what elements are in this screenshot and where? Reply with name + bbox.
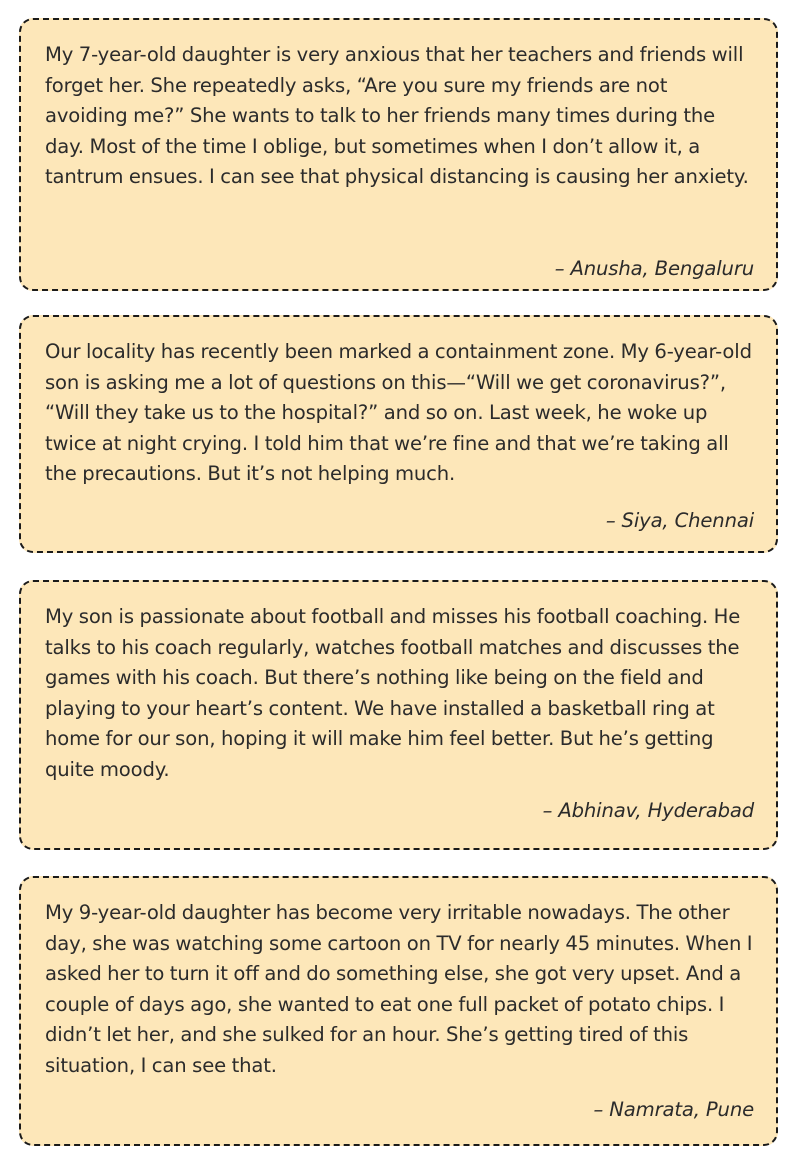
- testimonial-card: [19, 18, 778, 291]
- testimonial-card: [19, 580, 778, 850]
- testimonial-author: – Abhinav, Hyderabad: [542, 799, 754, 822]
- testimonial-author: – Siya, Chennai: [605, 509, 754, 532]
- testimonial-author: – Namrata, Pune: [593, 1098, 754, 1121]
- testimonial-text: My 9-year-old daughter has become very irritable nowadays. The other day, she was watching some cartoon on TV for nearly 45 minutes. When I asked her to turn it off and do something else, she got very upset. And a couple of days ago, she wanted to eat one full packet of potato chips. I didn’t let her, and she sulked for an hour. She’s getting tired of this situation, I can see that.: [45, 901, 753, 1077]
- testimonial-author: – Anusha, Bengaluru: [554, 257, 754, 280]
- testimonial-card: [19, 315, 778, 553]
- testimonial-card: [19, 876, 778, 1146]
- testimonial-text: Our locality has recently been marked a containment zone. My 6-year-old son is asking me a lot of questions on this—“Will we get coronavirus?”, “Will they take us to the hospital?” and so on. Last week, he woke up twice at night crying. I told him that we’re fine and that we’re taking all the precautions. But it’s not helping much.: [45, 340, 752, 485]
- testimonial-text: My 7-year-old daughter is very anxious that her teachers and friends will forget her. She repeatedly asks, “Are you sure my friends are not avoiding me?” She wants to talk to her friends many times during the day. Most of the time I oblige, but sometimes when I don’t allow it, a tantrum ensues. I can see that physical distancing is causing her anxiety.: [45, 43, 749, 188]
- testimonial-text: My son is passionate about football and misses his football coaching. He talks to his coach regularly, watches football matches and discusses the games with his coach. But there’s nothing like being on the field and playing to your heart’s content. We have installed a basketball ring at home for our son, hoping it will make him feel better. But he’s getting quite moody.: [45, 605, 741, 781]
